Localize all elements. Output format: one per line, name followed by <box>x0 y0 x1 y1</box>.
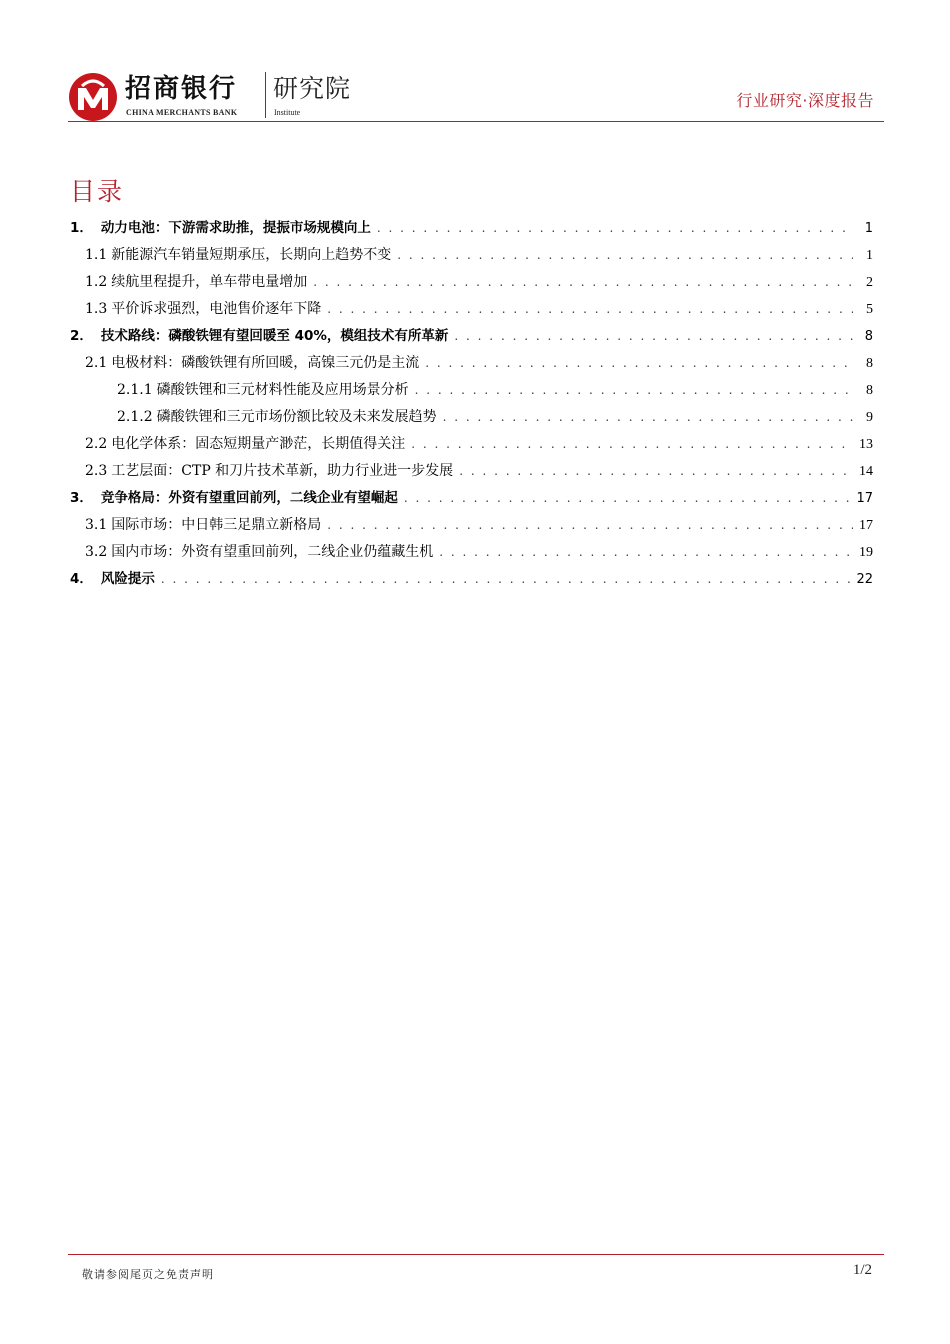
toc-entry-page: 17 <box>859 518 873 533</box>
toc-dot-leader <box>443 404 853 431</box>
toc-entry-number: 4． <box>70 571 93 587</box>
toc-entry-page: 8 <box>866 356 873 371</box>
logo-divider <box>265 72 266 118</box>
toc-entry-label: 动力电池：下游需求助推，提振市场规模向上 <box>100 220 371 236</box>
report-type-label: 行业研究·深度报告 <box>736 91 874 110</box>
toc-entry[interactable] <box>70 458 873 485</box>
toc-entry-label: 磷酸铁锂和三元市场份额比较及未来发展趋势 <box>156 409 437 425</box>
institute-name: 研究院 <box>273 74 352 103</box>
toc-entry-label: 工艺层面：CTP 和刀片技术革新，助力行业进一步发展 <box>111 463 454 479</box>
bank-name-en: CHINA MERCHANTS BANK <box>126 108 238 117</box>
toc-dot-leader <box>327 296 853 323</box>
toc-entry-number: 3.2 <box>85 544 108 560</box>
toc-entry-page: 5 <box>866 302 873 317</box>
toc-entry[interactable] <box>70 404 873 431</box>
toc-dot-leader <box>161 566 851 593</box>
toc-entry-label: 风险提示 <box>100 571 155 587</box>
toc-entry[interactable] <box>70 431 873 458</box>
header-divider <box>68 121 884 122</box>
toc-entry-number: 1． <box>70 220 93 236</box>
toc-entry-number: 1.1 <box>85 247 108 263</box>
toc-entry[interactable] <box>70 566 873 593</box>
page-indicator: 1/2 <box>852 1262 872 1278</box>
toc-dot-leader <box>404 485 851 512</box>
toc-entry-number: 2.3 <box>85 463 108 479</box>
toc-entry-page: 13 <box>859 437 873 452</box>
table-of-contents <box>70 215 873 593</box>
toc-entry[interactable] <box>70 512 873 539</box>
toc-dot-leader <box>415 377 853 404</box>
toc-entry-label: 平价诉求强烈，电池售价逐年下降 <box>111 301 322 317</box>
toc-entry-label: 电极材料：磷酸铁锂有所回暖，高镍三元仍是主流 <box>111 355 420 371</box>
toc-entry-number: 3． <box>70 490 93 506</box>
toc-entry-number: 1.3 <box>85 301 108 317</box>
toc-dot-leader <box>454 323 853 350</box>
toc-dot-leader <box>425 350 853 377</box>
toc-entry-label: 国际市场：中日韩三足鼎立新格局 <box>111 517 322 533</box>
toc-dot-leader <box>411 431 853 458</box>
disclaimer-note: 敬请参阅尾页之免责声明 <box>82 1268 214 1281</box>
toc-entry-number: 2.1 <box>85 355 108 371</box>
toc-dot-leader <box>459 458 853 485</box>
toc-entry-page: 17 <box>856 491 873 506</box>
toc-entry[interactable] <box>70 242 873 269</box>
toc-entry[interactable] <box>70 269 873 296</box>
toc-entry-number: 1.2 <box>85 274 108 290</box>
toc-entry[interactable] <box>70 350 873 377</box>
toc-entry-label: 磷酸铁锂和三元材料性能及应用场景分析 <box>156 382 409 398</box>
bank-name: 招商银行 <box>125 74 238 104</box>
toc-dot-leader <box>439 539 853 566</box>
toc-entry[interactable] <box>70 485 873 512</box>
toc-entry-page: 8 <box>866 383 873 398</box>
toc-entry-number: 3.1 <box>85 517 108 533</box>
toc-entry-page: 1 <box>864 221 873 236</box>
toc-entry[interactable] <box>70 323 873 350</box>
toc-title: 目录 <box>70 177 125 206</box>
toc-entry-number: 2.2 <box>85 436 108 452</box>
toc-entry-number: 2． <box>70 328 93 344</box>
toc-entry-page: 9 <box>866 410 873 425</box>
toc-entry-page: 1 <box>866 248 873 263</box>
toc-entry-label: 新能源汽车销量短期承压，长期向上趋势不变 <box>111 247 392 263</box>
footer-divider <box>68 1254 884 1255</box>
toc-entry-label: 技术路线：磷酸铁锂有望回暖至 40%，模组技术有所革新 <box>100 328 449 344</box>
institute-name-en: Institute <box>274 108 301 117</box>
toc-entry-page: 14 <box>859 464 873 479</box>
toc-entry-page: 8 <box>864 329 873 344</box>
cmb-logo-icon <box>68 72 118 122</box>
report-header <box>68 66 884 122</box>
toc-entry[interactable] <box>70 377 873 404</box>
toc-entry[interactable] <box>70 296 873 323</box>
toc-dot-leader <box>327 512 853 539</box>
toc-entry-label: 续航里程提升，单车带电量增加 <box>111 274 308 290</box>
toc-entry-page: 19 <box>859 545 873 560</box>
toc-entry[interactable] <box>70 215 873 242</box>
toc-entry-page: 2 <box>866 275 873 290</box>
toc-entry-label: 国内市场：外资有望重回前列，二线企业仍蕴藏生机 <box>111 544 434 560</box>
toc-entry[interactable] <box>70 539 873 566</box>
toc-entry-label: 竞争格局：外资有望重回前列，二线企业有望崛起 <box>100 490 398 506</box>
toc-entry-page: 22 <box>856 572 873 587</box>
toc-dot-leader <box>377 215 853 242</box>
toc-dot-leader <box>313 269 853 296</box>
toc-entry-label: 电化学体系：固态短期量产渺茫，长期值得关注 <box>111 436 406 452</box>
toc-entry-number: 2.1.1 <box>117 382 153 398</box>
toc-entry-number: 2.1.2 <box>117 409 153 425</box>
toc-dot-leader <box>397 242 853 269</box>
